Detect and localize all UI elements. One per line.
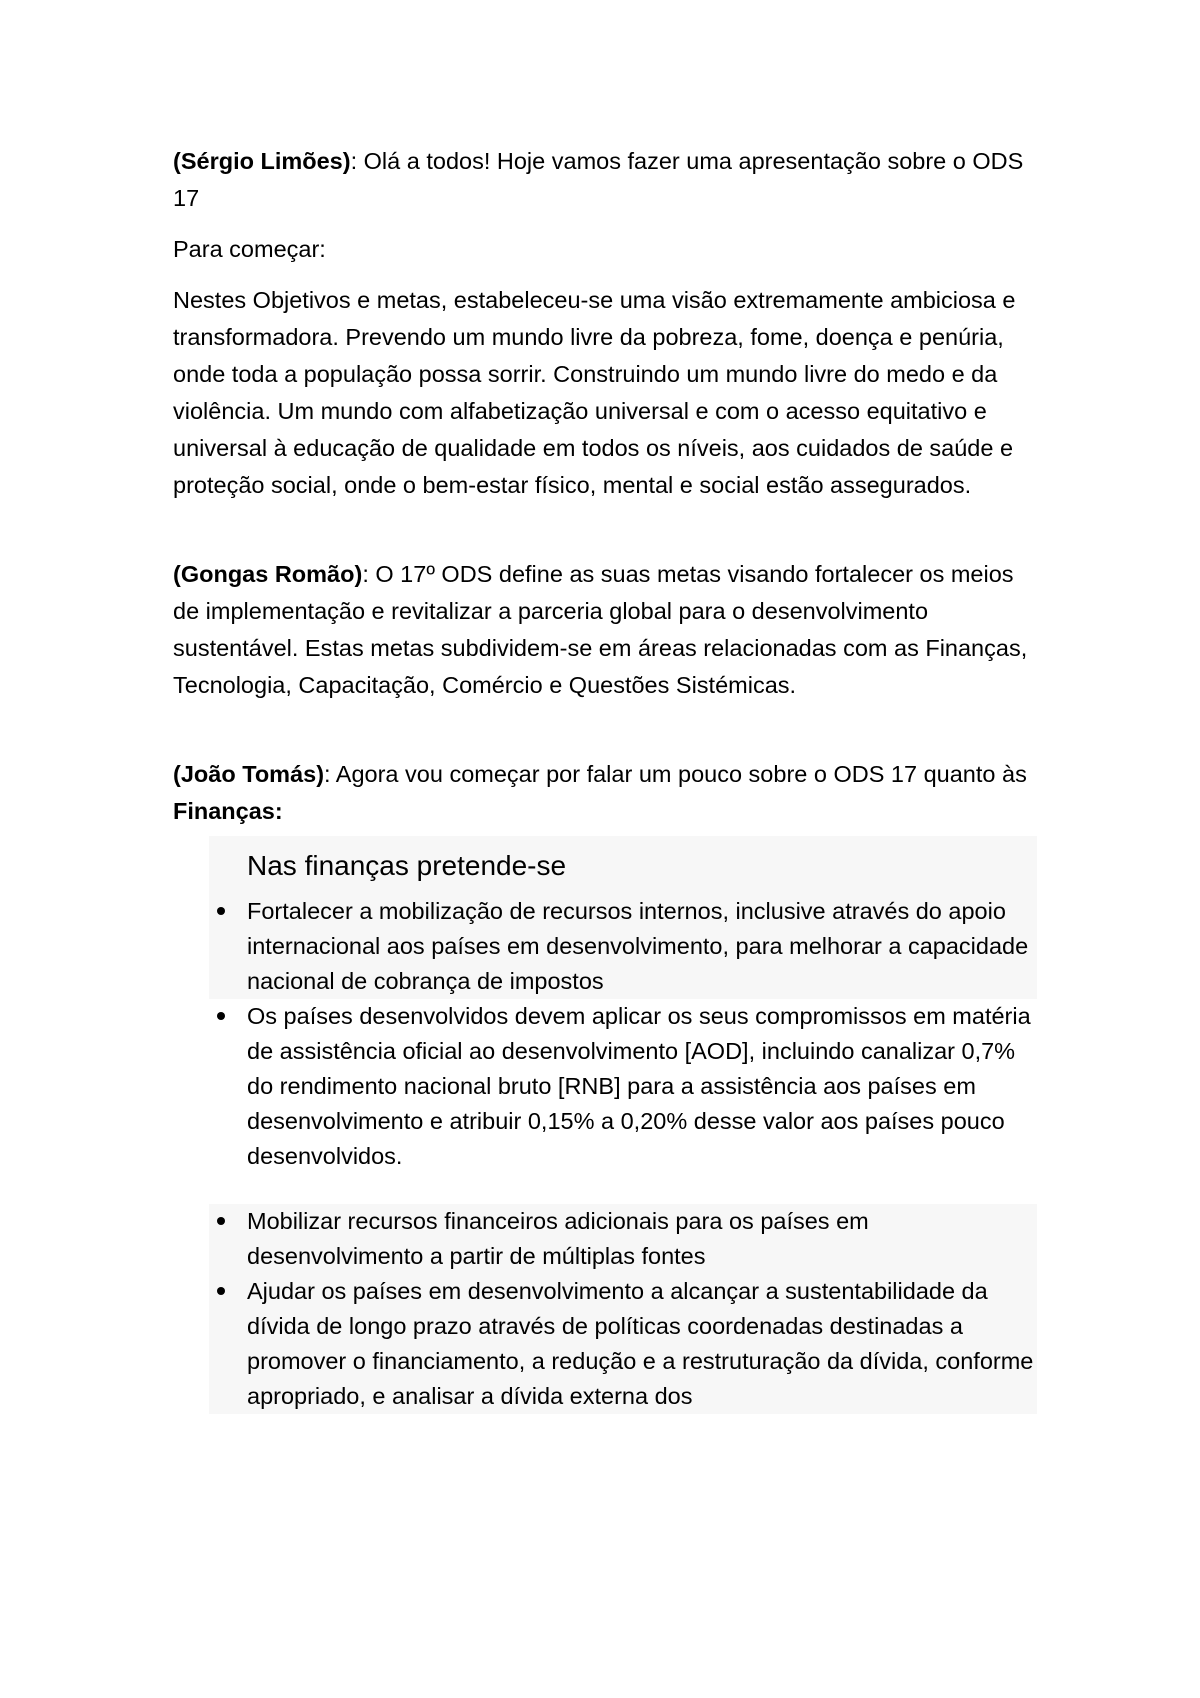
document-page	[173, 143, 1043, 1414]
finance-list-block-3	[209, 1204, 1037, 1414]
finance-bullet-list-2	[209, 999, 1037, 1174]
speaker-joao: (João Tomás)	[173, 761, 325, 787]
paragraph-joao	[173, 756, 1043, 830]
finance-bullet-list-1	[209, 894, 1037, 999]
paragraph-sergio	[173, 143, 1043, 217]
paragraph-joao-text: : Agora vou começar por falar um pouco sobre o ODS 17 quanto às	[324, 761, 1027, 787]
speaker-sergio: (Sérgio Limões)	[173, 148, 351, 174]
paragraph-intro: Para começar:	[173, 236, 326, 262]
bullet-icon	[217, 1287, 225, 1295]
list-item: Mobilizar recursos financeiros adicionais para os países em desenvolvimento a partir de múltiplas fontes	[209, 1204, 1037, 1274]
paragraph-vision: Nestes Objetivos e metas, estabeleceu-se uma visão extremamente ambiciosa e transformadora. Prevendo um mundo livre da pobreza, fome, doença e penúria, onde toda a população possa sorrir. Construindo um mundo livre do medo e da violência. Um mundo com alfabetização universal e com o acesso equitativo e universal à educação de qualidade em todos os níveis, aos cuidados de saúde e proteção social, onde o bem-estar físico, mental e social estão assegurados.	[173, 287, 1016, 498]
list-item: Fortalecer a mobilização de recursos internos, inclusive através do apoio internacional aos países em desenvolvimento, para melhorar a capacidade nacional de cobrança de impostos	[209, 894, 1037, 999]
paragraph-gongas	[173, 556, 1043, 704]
finance-bullet-list-3	[209, 1204, 1037, 1414]
bullet-icon	[217, 907, 225, 915]
finance-list-title: Nas finanças pretende-se	[247, 850, 567, 881]
list-item: Ajudar os países em desenvolvimento a alcançar a sustentabilidade da dívida de longo prazo através de políticas coordenadas destinadas a promover o financiamento, a redução e a restruturação da dívida, conforme apropriado, e analisar a dívida externa dos	[209, 1274, 1037, 1414]
finance-list-block-1	[209, 836, 1037, 999]
list-item: Os países desenvolvidos devem aplicar os seus compromissos em matéria de assistência oficial ao desenvolvimento [AOD], incluindo canalizar 0,7% do rendimento nacional bruto [RNB] para a assistência aos países em desenvolvimento e atribuir 0,15% a 0,20% desse valor aos países pouco desenvolvidos.	[209, 999, 1037, 1174]
bullet-icon	[217, 1217, 225, 1225]
paragraph-gongas-text: : O 17º ODS define as suas metas visando fortalecer os meios de implementação e revitalizar a parceria global para o desenvolvimento sustentável. Estas metas subdividem-se em áreas relacionadas com as Finanças, Tecnologia, Capacitação, Comércio e Questões Sistémicas.	[173, 561, 1028, 698]
bullet-icon	[217, 1012, 225, 1020]
financas-label: Finanças:	[173, 798, 283, 824]
speaker-gongas: (Gongas Romão)	[173, 561, 363, 587]
finance-list-block-2	[209, 999, 1037, 1174]
paragraph-sergio-text: : Olá a todos! Hoje vamos fazer uma apresentação sobre o ODS 17	[173, 148, 1024, 211]
